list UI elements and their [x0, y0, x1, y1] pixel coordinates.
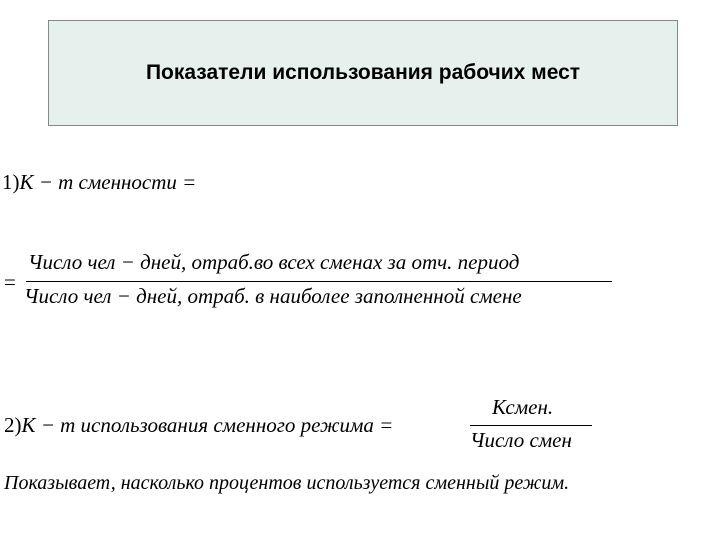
formula2-numerator: Ксмен. — [492, 395, 554, 419]
formula1-fraction-bar — [26, 281, 612, 282]
slide-title: Показатели использования рабочих мест — [145, 61, 581, 84]
explanation-note: Показывает, насколько процентов используется сменный режим. — [4, 472, 570, 494]
formula2-label: К − т использования сменного режима = — [21, 413, 394, 437]
formula1-number: 1) — [2, 170, 20, 194]
formula2-denominator: Число смен — [470, 428, 572, 452]
title-box — [48, 20, 678, 126]
formula1-numerator: Число чел − дней, отраб.во всех сменах за отч. период — [28, 250, 520, 274]
formula2-fraction-bar — [470, 425, 592, 426]
formula2-number: 2) — [4, 413, 22, 437]
formula1-header — [2, 170, 196, 195]
formula1-equals: = — [4, 270, 16, 294]
formula2-header — [4, 413, 393, 438]
formula1-label: К − т сменности = — [19, 170, 197, 194]
formula1-denominator: Число чел − дней, отраб. в наиболее заполненной смене — [24, 284, 522, 308]
